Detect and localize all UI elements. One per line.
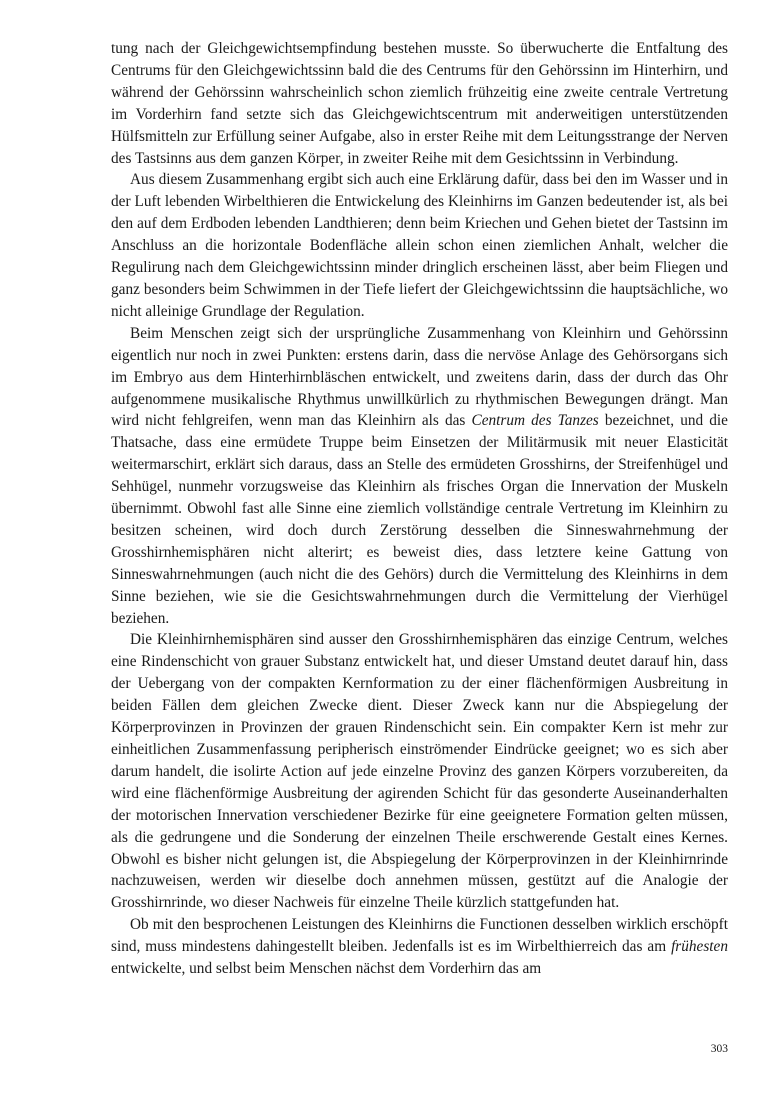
page-number: 303 [710,1043,728,1055]
paragraph [111,169,728,322]
text-run: Beim Menschen zeigt sich der ursprüngliche Zusammenhang von Kleinhirn und Gehörssinn eigentlich nur noch in zwei Punkten: erstens darin, dass die nervöse Anlage des Gehörsorgans sich im Embryo aus dem Hinterhirnbläschen entwickelt, und zweitens darin, dass der durch das Ohr aufgenommene musikalische Rhythmus unwillkürlich zu rhythmischen Bewegungen drängt. Man wird nicht fehlgreifen, wenn man das Kleinhirn als das [111,324,728,430]
paragraph [111,38,728,169]
paragraph [111,914,728,980]
text-run: entwickelte, und selbst beim Menschen nächst dem Vorderhirn das am [111,960,542,978]
emphasized-text: frühesten [671,938,728,956]
paragraph [111,323,728,630]
text-run: bezeichnet, und die Thatsache, dass eine ermüdete Truppe beim Einsetzen der Militärmusik mit neuer Elasticität weitermarschirt, erklärt sich daraus, dass an Stelle des ermüdeten Grosshirns, der Streifenhügel und Sehhügel, nunmehr vorzugsweise das Kleinhirn als frisches Organ die Innervation der Muskeln übernimmt. Obwohl fast alle Sinne eine ziemlich vollständige centrale Vertretung im Kleinhirn zu besitzen scheinen, wird doch durch Zerstörung desselben die Sinneswahrnehmung der Grosshirnhemisphären nicht alterirt; es beweist dies, dass letztere keine Gattung von Sinneswahrnehmungen (auch nicht die des Gehörs) durch die Vermittelung des Kleinhirns in dem Sinne beziehen, wie sie die Gesichtswahrnehmungen durch die Vermittelung der Vierhügel beziehen. [111,412,728,627]
text-run: Aus diesem Zusammenhang ergibt sich auch eine Erklärung dafür, dass bei den im Wasser und in der Luft lebenden Wirbelthieren die Entwickelung des Kleinhirns im Ganzen bedeutender ist, als bei den auf dem Erdboden lebenden Landthieren; denn beim Kriechen und Gehen bietet der Tastsinn im Anschluss an die horizontale Bodenfläche allein schon einen ziemlichen Anhalt, welcher die Regulirung nach dem Gleichgewichtssinn minder dringlich erscheinen lässt, aber beim Fliegen und ganz besonders beim Schwimmen in der Tiefe liefert der Gleichgewichtssinn die hauptsächliche, wo nicht alleinige Grundlage der Regulation. [111,171,728,320]
text-run: tung nach der Gleichgewichtsempfindung bestehen musste. So überwucherte die Entfaltung des Centrums für den Gleichgewichtssinn bald die des Centrums für den Gehörssinn im Hinterhirn, und während der Gehörssinn wahrscheinlich schon ziemlich frühzeitig eine zweite centrale Vertretung im Vorderhirn fand setzte sich das Gleichgewichtscentrum mit anderweitigen unterstützenden Hülfsmitteln zur Erfüllung seiner Aufgabe, also in erster Reihe mit dem Leitungsstrange der Nerven des Tastsinns aus dem ganzen Körper, in zweiter Reihe mit dem Gesichtssinn in Verbindung. [111,40,728,167]
page-body [111,38,728,980]
emphasized-text: Centrum des Tanzes [471,412,599,430]
paragraph [111,629,728,914]
text-run: Ob mit den besprochenen Leistungen des Kleinhirns die Functionen desselben wirklich erschöpft sind, muss mindestens dahingestellt bleiben. Jedenfalls ist es im Wirbelthierreich das am [111,916,728,956]
text-run: Die Kleinhirnhemisphären sind ausser den Grosshirnhemisphären das einzige Centrum, welches eine Rindenschicht von grauer Substanz entwickelt hat, und dieser Umstand deutet darauf hin, dass der Uebergang von der compakten Kernformation zu der einer flächenförmigen Ausbreitung in beiden Fällen dem gleichen Zwecke dient. Dieser Zweck kann nur die Abspiegelung der Körperprovinzen in Provinzen der grauen Rindenschicht sein. Ein compakter Kern ist mehr zur einheitlichen Zusammenfassung peripherisch einströmender Eindrücke geeignet; wo es sich aber darum handelt, die isolirte Action auf jede einzelne Provinz des ganzen Körpers vorzubereiten, da wird eine flächenförmige Ausbreitung der agirenden Schicht für das gesonderte Auseinanderhalten der motorischen Innervation verschiedener Bezirke für eine geeignetere Formation gelten müssen, als die gedrungene und die Sonderung der einzelnen Theile erschwerende Gestalt eines Kernes. Obwohl es bisher nicht gelungen ist, die Abspiegelung der Körperprovinzen in der Kleinhirnrinde nachzuweisen, werden wir dieselbe doch annehmen müssen, gestützt auf die Analogie der Grosshirnrinde, wo dieser Nachweis für einzelne Theile kürzlich stattgefunden hat. [111,631,728,912]
